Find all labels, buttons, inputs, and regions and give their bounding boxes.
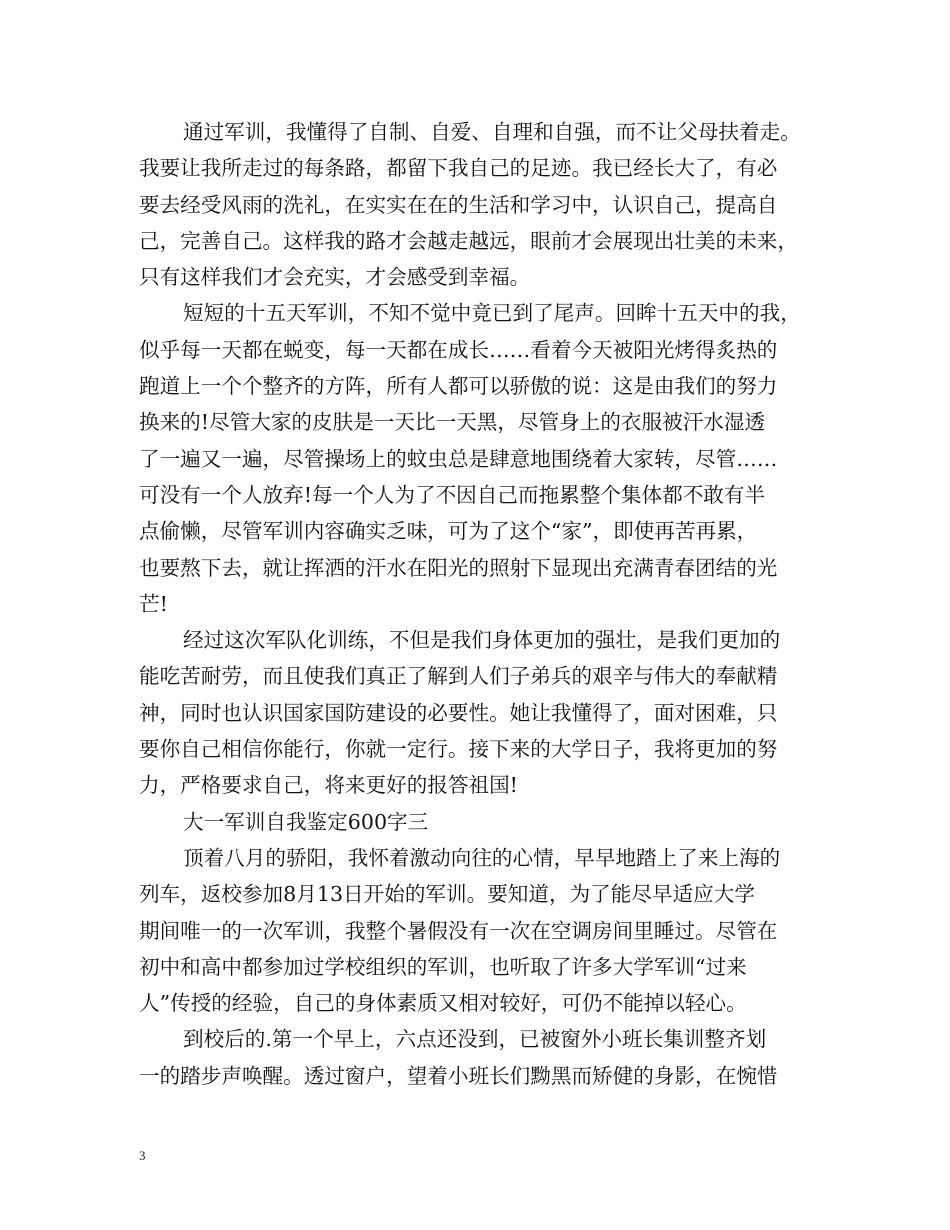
text-line: 力，严格要求自己，将来更好的报答祖国! [139, 773, 518, 798]
text-line: 列车，返校参加8月13日开始的军训。要知道，为了能尽早适应大学 [139, 882, 755, 907]
text-line: 期间唯一的一次军训，我整个暑假没有一次在空调房间里睡过。尽管在 [139, 918, 778, 943]
text-line: 短短的十五天军训，不知不觉中竟已到了尾声。回眸十五天中的我， [183, 301, 801, 326]
page-number: 3 [139, 1148, 146, 1163]
section-heading: 大一军训自我鉴定600字三 [183, 809, 429, 834]
document-body [139, 114, 827, 1094]
text-line: 只有这样我们才会充实，才会感受到幸福。 [139, 265, 531, 290]
text-line: 了一遍又一遍，尽管操场上的蚊虫总是肆意地围绕着大家转，尽管…… [139, 446, 778, 471]
text-line: 我要让我所走过的每条路，都留下我自己的足迹。我已经长大了，有必 [139, 156, 778, 181]
text-line: 经过这次军队化训练，不但是我们身体更加的强壮，是我们更加的 [183, 628, 781, 653]
text-line: 顶着八月的骄阳，我怀着激动向往的心情，早早地踏上了来上海的 [183, 845, 781, 870]
text-line: 换来的!尽管大家的皮肤是一天比一天黑，尽管身上的衣服被汗水湿透 [139, 410, 766, 435]
text-line: 要去经受风雨的洗礼，在实实在在的生活和学习中，认识自己，提高自 [139, 192, 778, 217]
text-line: 通过军训，我懂得了自制、自爱、自理和自强，而不让父母扶着走。 [183, 120, 801, 144]
text-line: 点偷懒，尽管军训内容确实乏味，可为了这个“家”，即使再苦再累， [139, 519, 758, 544]
text-line: 神，同时也认识国家国防建设的必要性。她让我懂得了，面对困难，只 [139, 700, 778, 725]
text-line: 己，完善自己。这样我的路才会越走越远，眼前才会展现出壮美的未来， [139, 228, 798, 253]
text-line: 能吃苦耐劳，而且使我们真正了解到人们子弟兵的艰辛与伟大的奉献精 [139, 664, 778, 689]
text-line: 跑道上一个个整齐的方阵，所有人都可以骄傲的说：这是由我们的努力 [139, 374, 778, 399]
text-line: 到校后的.第一个早上，六点还没到，已被窗外小班长集训整齐划 [183, 1027, 767, 1052]
text-line: 初中和高中都参加过学校组织的军训，也听取了许多大学军训“过来 [139, 954, 747, 979]
text-line: 一的踏步声唤醒。透过窗户，望着小班长们黝黑而矫健的身影，在惋惜 [139, 1063, 778, 1088]
text-line: 要你自己相信你能行，你就一定行。接下来的大学日子，我将更加的努 [139, 737, 778, 762]
text-line: 似乎每一天都在蜕变，每一天都在成长……看着今天被阳光烤得炙热的 [139, 337, 778, 362]
text-line: 芒! [139, 591, 168, 616]
text-line: 人”传授的经验，自己的身体素质又相对较好，可仍不能掉以轻心。 [139, 991, 747, 1016]
text-line: 可没有一个人放弃!每一个人为了不因自己而拖累整个集体都不敢有半 [139, 482, 766, 507]
text-line: 也要熬下去，就让挥洒的汗水在阳光的照射下显现出充满青春团结的光 [139, 555, 778, 580]
